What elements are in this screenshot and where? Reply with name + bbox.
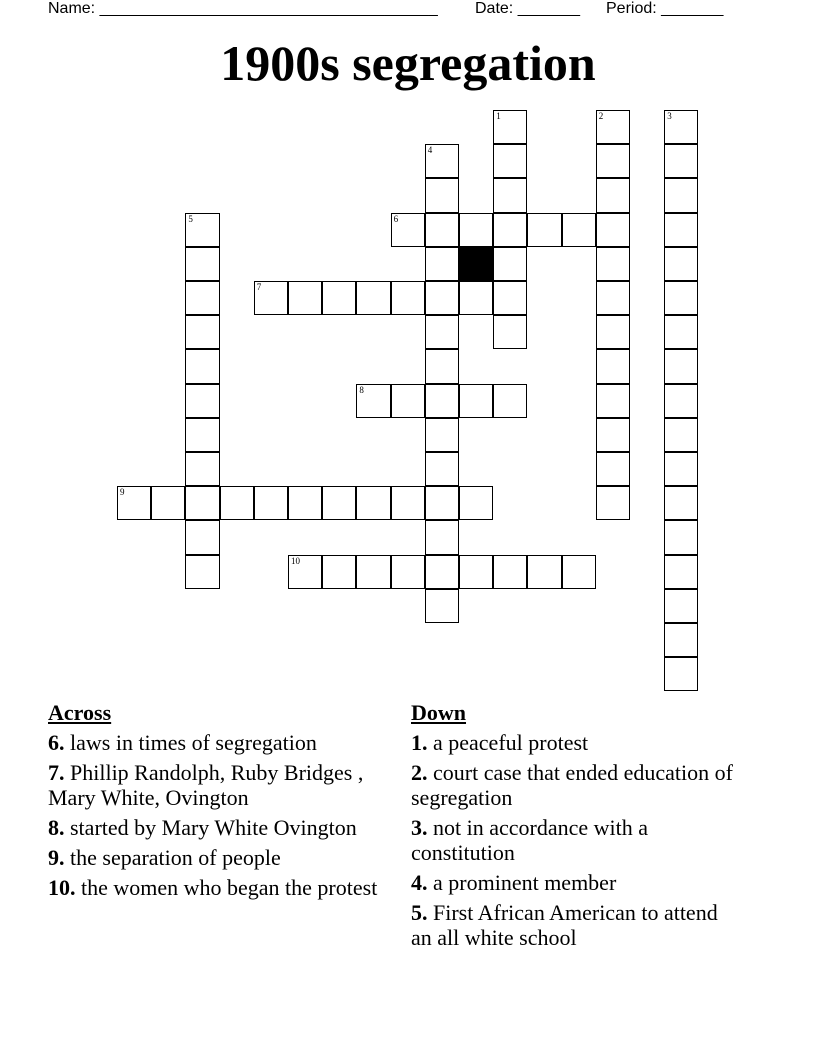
grid-cell[interactable] xyxy=(322,486,356,520)
grid-cell[interactable] xyxy=(493,555,527,589)
grid-cell[interactable] xyxy=(391,213,425,247)
clue-across-7: 7. Phillip Randolph, Ruby Bridges , Mary White, Ovington xyxy=(48,760,364,810)
grid-cell[interactable] xyxy=(185,315,219,349)
clue-number-label: 4 xyxy=(427,145,433,156)
grid-cell[interactable] xyxy=(425,349,459,383)
grid-cell[interactable] xyxy=(493,213,527,247)
grid-cell[interactable] xyxy=(185,520,219,554)
grid-cell[interactable] xyxy=(596,144,630,178)
grid-cell[interactable] xyxy=(254,281,288,315)
clue-number-label: 7 xyxy=(256,282,262,292)
clue-number-label: 9 xyxy=(120,487,125,498)
grid-cell[interactable] xyxy=(664,213,698,247)
grid-cell[interactable] xyxy=(562,213,596,247)
clue-across-8: 8. started by Mary White Ovington xyxy=(48,815,357,840)
grid-cell[interactable] xyxy=(356,555,390,589)
grid-cell[interactable] xyxy=(596,452,630,486)
grid-cell[interactable] xyxy=(425,520,459,554)
period-field-label: Period: _______ xyxy=(606,0,724,17)
grid-cell[interactable] xyxy=(664,520,698,554)
grid-cell[interactable] xyxy=(425,213,459,247)
grid-cell[interactable] xyxy=(425,384,459,418)
grid-cell[interactable] xyxy=(664,623,698,657)
grid-cell[interactable] xyxy=(562,555,596,589)
grid-cell[interactable] xyxy=(288,486,322,520)
clue-down-2: 2. court case that ended education of segregation xyxy=(411,760,733,810)
grid-cell[interactable] xyxy=(425,589,459,623)
across-heading: Across xyxy=(48,700,112,725)
grid-cell[interactable] xyxy=(425,178,459,212)
grid-cell[interactable] xyxy=(493,110,527,144)
grid-cell[interactable] xyxy=(220,486,254,520)
grid-cell[interactable] xyxy=(664,452,698,486)
grid-cell[interactable] xyxy=(185,452,219,486)
grid-cell[interactable] xyxy=(254,486,288,520)
grid-cell[interactable] xyxy=(493,384,527,418)
grid-cell[interactable] xyxy=(356,281,390,315)
down-heading: Down xyxy=(411,700,467,725)
clue-across-10: 10. the women who began the protest xyxy=(48,875,378,900)
grid-cell[interactable] xyxy=(391,281,425,315)
grid-cell[interactable] xyxy=(391,486,425,520)
grid-cell[interactable] xyxy=(527,555,561,589)
grid-cell[interactable] xyxy=(425,315,459,349)
grid-cell[interactable] xyxy=(356,486,390,520)
across-clues xyxy=(48,700,393,905)
grid-cell[interactable] xyxy=(664,657,698,691)
grid-cell[interactable] xyxy=(391,555,425,589)
grid-cell[interactable] xyxy=(185,213,219,247)
grid-cell[interactable] xyxy=(664,349,698,383)
clue-down-4: 4. a prominent member xyxy=(411,870,617,895)
grid-cell[interactable] xyxy=(425,418,459,452)
clue-down-1: 1. a peaceful protest xyxy=(411,730,589,755)
clue-number-label: 10 xyxy=(291,555,300,566)
grid-cell[interactable] xyxy=(185,349,219,383)
grid-cell[interactable] xyxy=(664,281,698,315)
grid-cell[interactable] xyxy=(117,486,151,520)
grid-cell[interactable] xyxy=(459,486,493,520)
clue-across-9: 9. the separation of people xyxy=(48,845,281,870)
grid-cell[interactable] xyxy=(459,213,493,247)
clue-number-label: 6 xyxy=(393,213,399,224)
grid-cell[interactable] xyxy=(596,247,630,281)
grid-cell[interactable] xyxy=(425,144,459,178)
grid-cell[interactable] xyxy=(664,315,698,349)
grid-cell[interactable] xyxy=(664,110,698,144)
grid-cell[interactable] xyxy=(185,247,219,281)
grid-cell[interactable] xyxy=(596,349,630,383)
grid-cell[interactable] xyxy=(425,555,459,589)
grid-cell[interactable] xyxy=(664,247,698,281)
grid-cell[interactable] xyxy=(459,555,493,589)
grid-cell[interactable] xyxy=(322,281,356,315)
grid-cell[interactable] xyxy=(185,486,219,520)
grid-cell[interactable] xyxy=(596,178,630,212)
grid-cell[interactable] xyxy=(493,144,527,178)
blocked-cell xyxy=(459,247,493,281)
grid-cell[interactable] xyxy=(493,281,527,315)
clue-number-label: 2 xyxy=(598,111,604,121)
grid-cell[interactable] xyxy=(493,315,527,349)
grid-cell[interactable] xyxy=(185,384,219,418)
clue-down-5: 5. First African American to attend an all white school xyxy=(411,900,718,950)
grid-cell[interactable] xyxy=(664,486,698,520)
grid-cell[interactable] xyxy=(493,178,527,212)
grid-cell[interactable] xyxy=(664,144,698,178)
grid-cell[interactable] xyxy=(459,281,493,315)
grid-cell[interactable] xyxy=(425,452,459,486)
grid-cell[interactable] xyxy=(425,281,459,315)
grid-cell[interactable] xyxy=(356,384,390,418)
grid-cell[interactable] xyxy=(185,418,219,452)
clue-number-label: 5 xyxy=(188,213,193,224)
clue-down-3: 3. not in accordance with a constitution xyxy=(411,815,649,865)
grid-cell[interactable] xyxy=(596,315,630,349)
grid-cell[interactable] xyxy=(664,384,698,418)
grid-cell[interactable] xyxy=(391,384,425,418)
clue-across-6: 6. laws in times of segregation xyxy=(48,730,317,755)
grid-cell[interactable] xyxy=(664,589,698,623)
clue-number-label: 8 xyxy=(359,384,364,395)
grid-cell[interactable] xyxy=(596,486,630,520)
clue-number-label: 1 xyxy=(496,111,501,121)
grid-cell[interactable] xyxy=(185,281,219,315)
grid-cell[interactable] xyxy=(527,213,561,247)
grid-cell[interactable] xyxy=(185,555,219,589)
date-field-label: Date: _______ xyxy=(475,0,580,17)
grid-cell[interactable] xyxy=(493,247,527,281)
grid-cell[interactable] xyxy=(596,418,630,452)
grid-cell[interactable] xyxy=(288,281,322,315)
name-field-label: Name: ______________________________________ xyxy=(48,0,438,17)
grid-cell[interactable] xyxy=(425,247,459,281)
grid-cell[interactable] xyxy=(664,178,698,212)
clue-number-label: 3 xyxy=(667,111,672,121)
grid-cell[interactable] xyxy=(596,281,630,315)
grid-cell[interactable] xyxy=(664,555,698,589)
grid-cell[interactable] xyxy=(596,213,630,247)
down-clues xyxy=(411,700,741,955)
grid-cell[interactable] xyxy=(151,486,185,520)
grid-cell[interactable] xyxy=(425,486,459,520)
grid-cell[interactable] xyxy=(288,555,322,589)
grid-cell[interactable] xyxy=(459,384,493,418)
grid-cell[interactable] xyxy=(322,555,356,589)
grid-cell[interactable] xyxy=(664,418,698,452)
grid-cell[interactable] xyxy=(596,110,630,144)
puzzle-title: 1900s segregation xyxy=(220,35,596,91)
grid-cell[interactable] xyxy=(596,384,630,418)
